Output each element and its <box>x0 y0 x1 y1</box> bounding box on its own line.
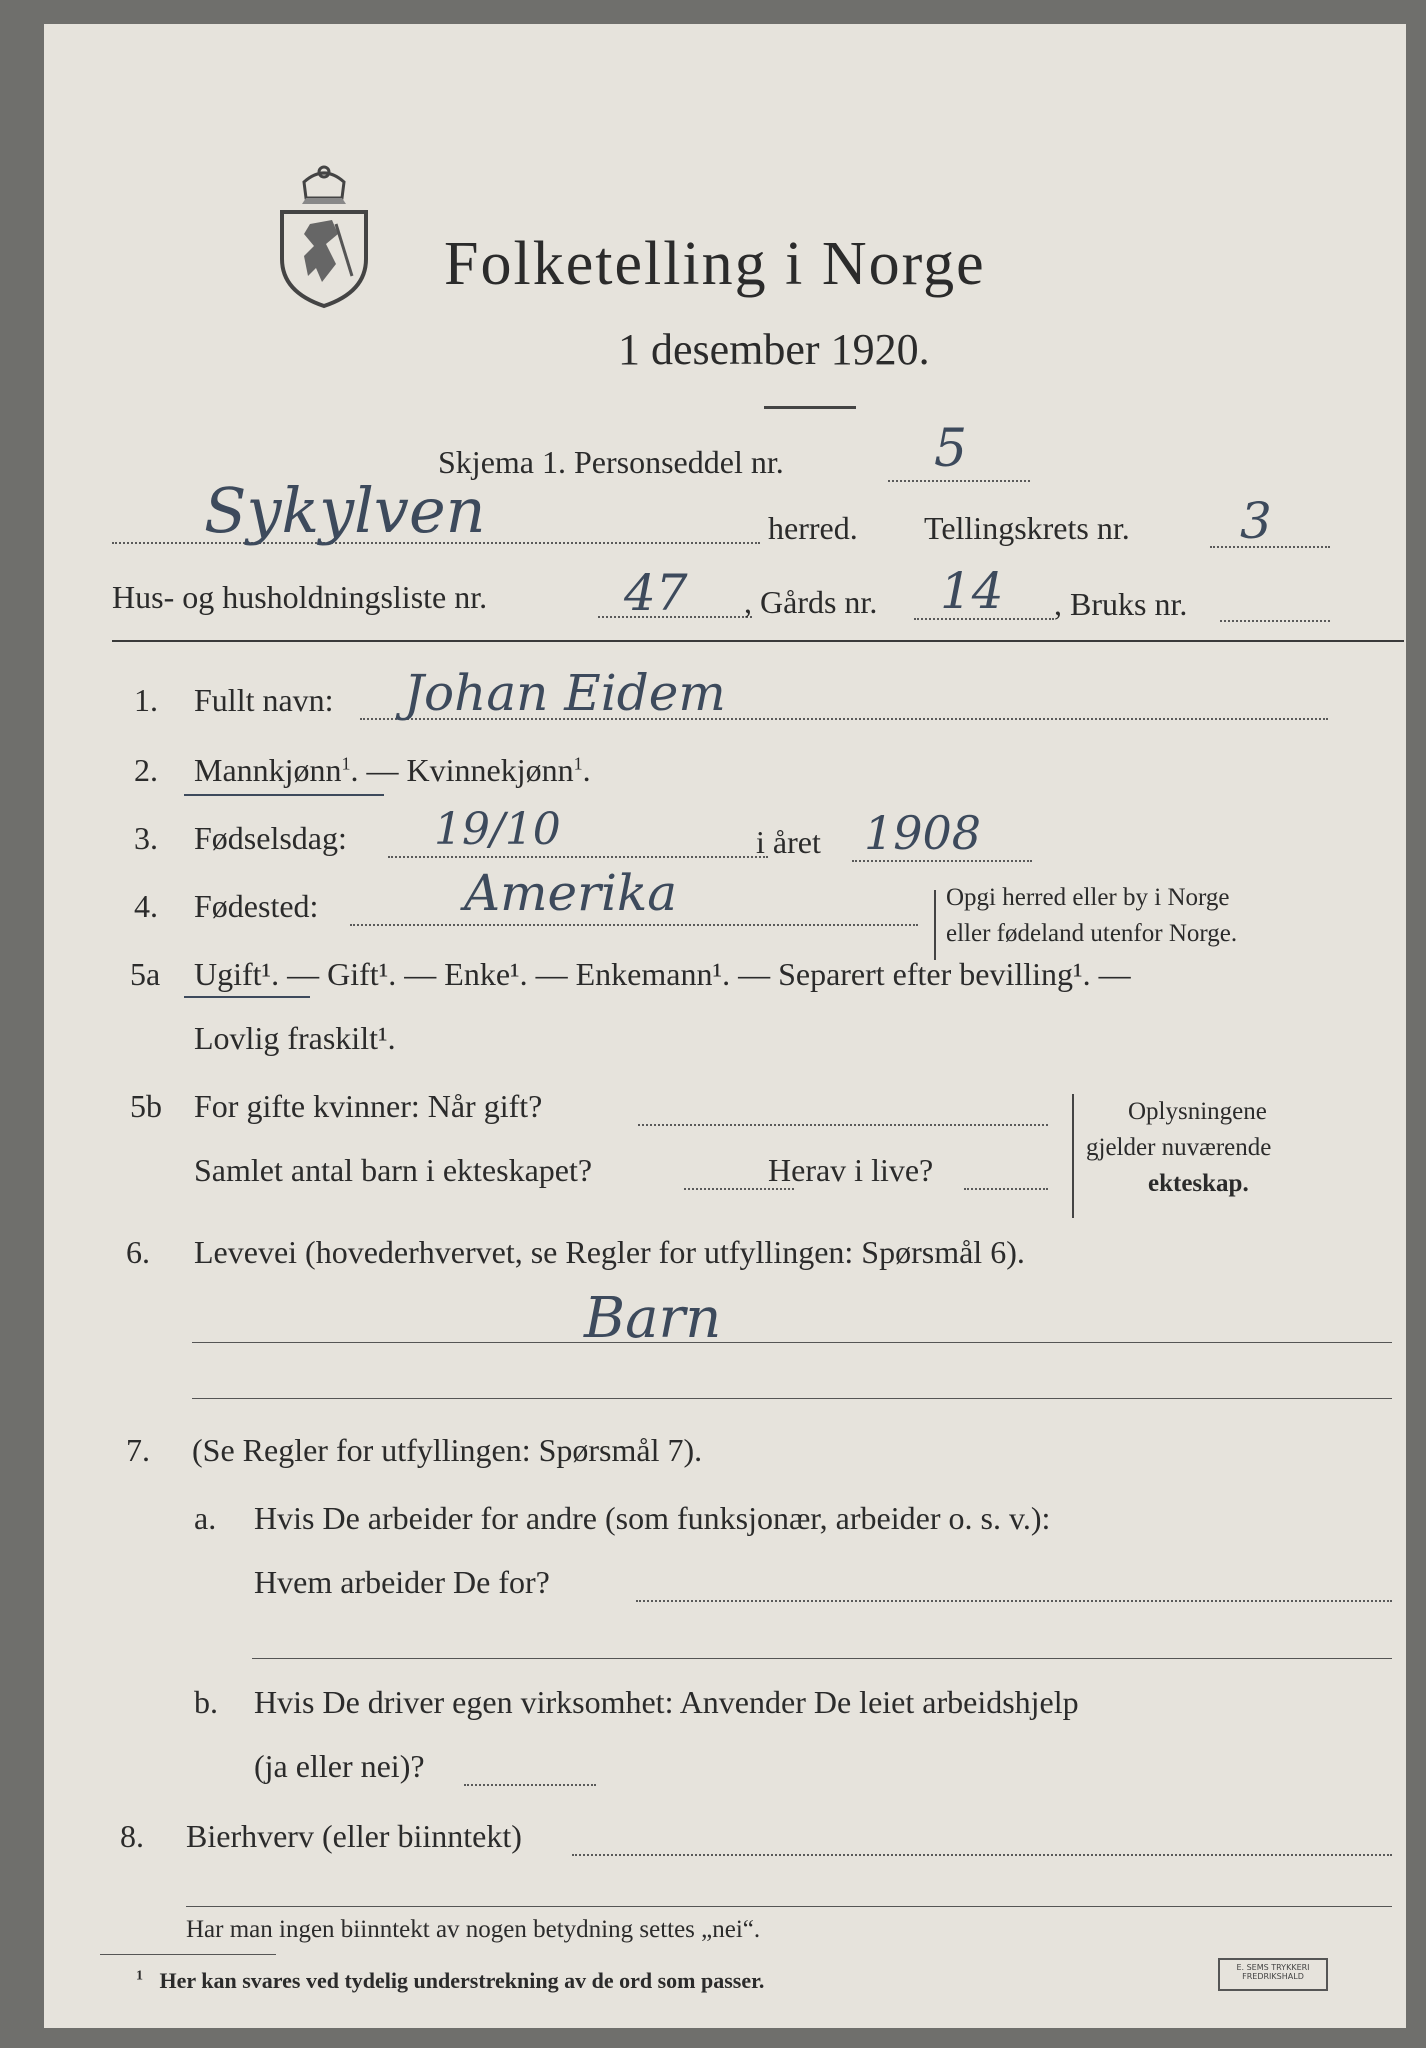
q6-field-line2 <box>192 1398 1392 1399</box>
q5b-note-line2: gjelder nuværende <box>1086 1134 1272 1161</box>
q4-note-line1: Opgi herred eller by i Norge <box>946 884 1230 911</box>
footnote: $^1$ Her kan svares ved tydelig understrekning av de ord som passer. <box>136 1968 765 1993</box>
q7b-yes-no-field-line <box>464 1784 596 1786</box>
husholdningsliste-label: Hus- og husholdningsliste nr. <box>112 579 488 615</box>
q5b-alive-label: Herav i live? <box>768 1152 934 1188</box>
q5b-children-label: Samlet antal barn i ekteskapet? <box>194 1152 593 1188</box>
q3-year-field-line <box>852 860 1032 862</box>
husholdningsliste-value[interactable]: 47 <box>624 564 688 622</box>
tellingskrets-value[interactable]: 3 <box>1240 492 1272 550</box>
title-rule <box>764 406 856 409</box>
q5b-note-line1: Oplysningene <box>1128 1098 1267 1125</box>
q4-number: 4. <box>134 888 158 924</box>
tellingskrets-label: Tellingskrets nr. <box>924 510 1130 546</box>
q3-year-label: i året <box>756 824 821 860</box>
header-divider <box>112 640 1404 642</box>
q5b-note-line3: ekteskap. <box>1148 1170 1249 1197</box>
q4-field-line <box>350 924 918 926</box>
full-name-value[interactable]: Johan Eidem <box>404 664 726 722</box>
q2-number: 2. <box>134 752 158 788</box>
norway-coat-of-arms-icon <box>274 164 374 309</box>
q8-field-line2 <box>186 1906 1392 1907</box>
q7b-line1: Hvis De driver egen virksomhet: Anvender De leiet arbeidshjelp <box>254 1684 1079 1720</box>
q3-number: 3. <box>134 820 158 856</box>
q6-field-line1 <box>192 1342 1392 1343</box>
q7a-employer-field-line <box>636 1600 1392 1602</box>
q8-field-line <box>572 1854 1392 1856</box>
q4-note-line2: eller fødeland utenfor Norge. <box>946 920 1238 947</box>
gards-value[interactable]: 14 <box>940 562 1004 620</box>
q3-label: Fødselsdag: <box>194 820 347 856</box>
printer-stamp: E. SEMS TRYKKERI FREDRIKSHALD <box>1218 1958 1328 1991</box>
herred-value[interactable]: Sykylven <box>204 474 486 547</box>
q7b-yes-no-label: (ja eller nei)? <box>254 1748 425 1784</box>
bruks-field-line <box>1220 620 1330 622</box>
q6-label: Levevei (hovederhvervet, se Regler for utfyllingen: Spørsmål 6). <box>194 1234 1025 1270</box>
schema-number-value[interactable]: 5 <box>934 419 968 479</box>
q6-number: 6. <box>126 1234 150 1270</box>
schema-label: Skjema 1. Personseddel nr. <box>438 444 784 480</box>
q1-number: 1. <box>134 682 158 718</box>
q7a-letter: a. <box>194 1500 217 1536</box>
census-date: 1 desember 1920. <box>618 325 930 374</box>
birthday-value[interactable]: 19/10 <box>434 804 561 855</box>
biinntekt-note: Har man ingen biinntekt av nogen betydning settes „nei“. <box>186 1916 761 1943</box>
bruks-label: , Bruks nr. <box>1054 586 1188 622</box>
gards-label: , Gårds nr. <box>744 584 878 620</box>
q7-label: (Se Regler for utfyllingen: Spørsmål 7). <box>192 1432 703 1468</box>
q7b-letter: b. <box>194 1684 218 1720</box>
q5b-married-when-field-line <box>638 1124 1048 1126</box>
occupation-value[interactable]: Barn <box>584 1286 722 1351</box>
census-form-page <box>44 24 1406 2028</box>
form-title: Folketelling i Norge <box>444 230 986 298</box>
q5b-alive-field-line <box>964 1188 1048 1190</box>
q5b-note-brace <box>1072 1094 1074 1218</box>
q5a-number: 5a <box>130 956 161 992</box>
q3-date-field-line <box>388 856 768 858</box>
q2-gender-options: Mannkjønn$^1$. — Kvinnekjønn$^1$. <box>194 752 591 788</box>
q4-label: Fødested: <box>194 888 319 924</box>
q1-label: Fullt navn: <box>194 682 334 718</box>
birth-year-value[interactable]: 1908 <box>864 806 982 860</box>
male-option[interactable]: Mannkjønn <box>194 752 342 788</box>
q5b-married-when-label: For gifte kvinner: Når gift? <box>194 1088 543 1124</box>
q7-number: 7. <box>126 1432 150 1468</box>
footnote-rule <box>100 1954 276 1955</box>
q8-number: 8. <box>120 1818 144 1854</box>
male-underline-mark <box>184 794 384 796</box>
q7a-employer-label: Hvem arbeider De for? <box>254 1564 550 1600</box>
female-option[interactable]: Kvinnekjønn <box>406 752 574 788</box>
q7a-field-line2 <box>252 1658 1392 1659</box>
schema-field-line <box>888 480 1030 482</box>
birthplace-value[interactable]: Amerika <box>464 864 678 922</box>
marital-status-options[interactable]: Ugift¹. — Gift¹. — Enke¹. — Enkemann¹. — Separert efter bevilling¹. — <box>194 956 1131 992</box>
ugift-underline-mark <box>184 996 310 998</box>
marital-status-options-line2[interactable]: Lovlig fraskilt¹. <box>194 1020 396 1056</box>
q4-note-brace <box>934 890 936 960</box>
q7a-line1: Hvis De arbeider for andre (som funksjonær, arbeider o. s. v.): <box>254 1500 1051 1536</box>
herred-label: herred. <box>768 510 858 546</box>
q5b-number: 5b <box>130 1088 162 1124</box>
q8-label: Bierhverv (eller biinntekt) <box>186 1818 522 1854</box>
